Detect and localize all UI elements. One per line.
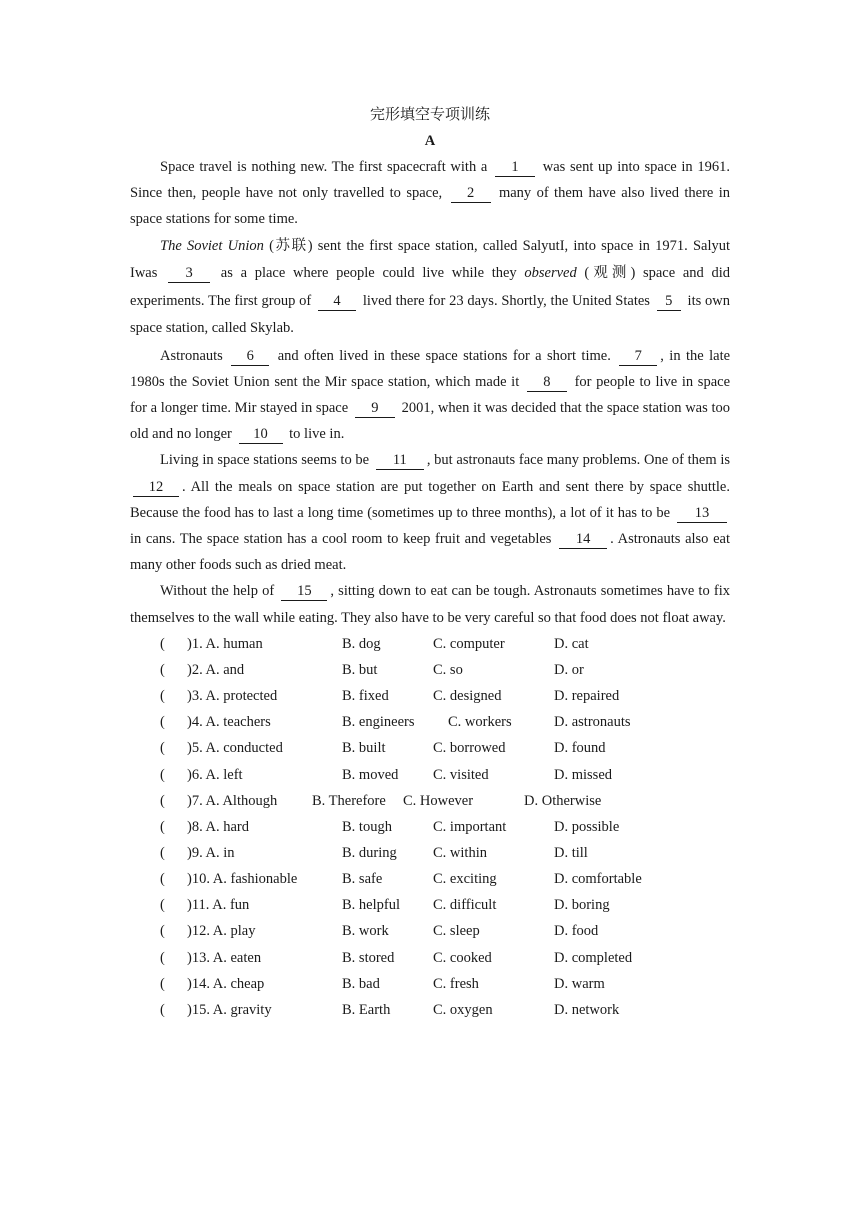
answer-paren[interactable]: ( [160, 949, 165, 966]
text: and often lived in these space stations for a short time. [277, 347, 611, 364]
blank-2: 2 [451, 184, 491, 203]
question-option-a: )1. A. human [187, 635, 263, 652]
question-option-c: C. fresh [433, 975, 479, 992]
question-option-b: B. Earth [342, 1001, 391, 1018]
answer-paren[interactable]: ( [160, 844, 165, 861]
question-option-c: C. computer [433, 635, 505, 652]
question-option-c: C. visited [433, 766, 489, 783]
question-row [130, 762, 730, 788]
question-option-c: C. within [433, 844, 487, 861]
blank-1: 1 [495, 158, 535, 177]
text: Astronauts [160, 347, 223, 364]
question-option-b: B. safe [342, 871, 383, 888]
text: was sent up into space in 1961. Since then, people have not only travelled to space, [130, 159, 731, 202]
question-option-d: D. or [554, 661, 584, 678]
question-option-d: D. till [554, 844, 588, 861]
answer-paren[interactable]: ( [160, 661, 165, 678]
question-option-d: D. comfortable [554, 871, 642, 888]
section-label: A [424, 133, 436, 149]
question-row [130, 918, 730, 944]
question-option-c: C. However [403, 792, 474, 809]
question-option-c: C. oxygen [433, 1001, 493, 1018]
question-option-d: D. completed [554, 949, 633, 966]
passage-paragraph-1 [130, 154, 730, 233]
text: lived there for 23 days. Shortly, the United States [362, 292, 650, 309]
question-option-d: D. warm [554, 975, 605, 992]
answer-paren[interactable]: ( [160, 1001, 165, 1018]
blank-3: 3 [168, 264, 210, 283]
question-option-b: B. bad [342, 975, 380, 992]
blank-6: 6 [231, 347, 269, 366]
text: . All the meals on space station are put together on Earth and sent there by space shuttle. Because the food has to last a long time (sometimes up to three months), a lot of it has to be [130, 478, 730, 521]
question-option-b: B. helpful [342, 897, 400, 914]
answer-paren[interactable]: ( [160, 897, 165, 914]
question-row [130, 709, 730, 735]
question-option-a: )4. A. teachers [187, 714, 271, 731]
question-option-b: B. during [342, 844, 397, 861]
blank-8: 8 [527, 373, 567, 392]
question-option-c: C. sleep [433, 923, 480, 940]
question-option-d: D. astronauts [554, 714, 631, 731]
question-row [130, 971, 730, 997]
blank-13: 13 [677, 504, 727, 523]
question-option-c: C. difficult [433, 897, 497, 914]
question-option-b: B. engineers [342, 714, 415, 731]
question-option-a: )14. A. cheap [187, 975, 265, 992]
text: , in the late 1980s the Soviet Union sent the Mir space station, which made it [130, 347, 731, 390]
blank-14: 14 [559, 530, 607, 549]
answer-paren[interactable]: ( [160, 792, 165, 809]
question-option-a: )12. A. play [187, 923, 256, 940]
question-option-b: B. work [342, 923, 389, 940]
question-option-a: )9. A. in [187, 844, 235, 861]
text: as a place where people could live while they [220, 265, 517, 282]
question-row [130, 892, 730, 918]
question-option-c: C. so [433, 661, 463, 678]
answer-paren[interactable]: ( [160, 714, 165, 731]
question-row [130, 657, 730, 683]
question-row [130, 631, 730, 657]
question-option-d: D. Otherwise [524, 792, 602, 809]
answer-paren[interactable]: ( [160, 871, 165, 888]
text: for people to live in space for a longer time. Mir stayed in space [130, 373, 731, 417]
blank-10: 10 [239, 425, 283, 444]
question-option-b: B. tough [342, 818, 392, 835]
question-option-c: C. cooked [433, 949, 492, 966]
question-option-b: B. built [342, 740, 386, 757]
worksheet [130, 102, 730, 1023]
answer-paren[interactable]: ( [160, 688, 165, 705]
question-option-a: )13. A. eaten [187, 949, 262, 966]
answer-paren[interactable]: ( [160, 923, 165, 940]
text: Space travel is nothing new. The first spacecraft with a [160, 159, 488, 175]
question-option-a: )3. A. protected [187, 688, 278, 705]
passage-paragraph-4 [130, 447, 730, 578]
question-option-a: )7. A. Although [187, 792, 278, 809]
question-option-a: )15. A. gravity [187, 1001, 272, 1018]
question-option-b: B. moved [342, 766, 399, 783]
question-option-a: )6. A. left [187, 766, 243, 783]
question-option-d: D. possible [554, 818, 620, 835]
text: many of them have also lived there in space stations for some time. [130, 185, 731, 228]
question-row [130, 945, 730, 971]
blank-9: 9 [355, 399, 395, 418]
text: (观测) space and did experiments. The first group of [130, 265, 731, 309]
question-option-d: D. found [554, 740, 606, 757]
answer-paren[interactable]: ( [160, 740, 165, 757]
text: , but astronauts face many problems. One of them is [426, 452, 730, 469]
question-option-d: D. food [554, 923, 599, 940]
question-option-b: B. but [342, 661, 378, 678]
question-row [130, 735, 730, 761]
question-row [130, 788, 730, 814]
question-option-a: )5. A. conducted [187, 740, 283, 757]
question-row [130, 866, 730, 892]
text: . Astronauts also eat many other foods such as dried meat. [130, 531, 730, 574]
question-row [130, 840, 730, 866]
text: , sitting down to eat can be tough. Astronauts sometimes have to fix themselves to the wall while eating. They also have to be very careful so that food does not float away. [130, 583, 730, 626]
question-option-d: D. missed [554, 766, 612, 783]
page-title: 完形填空专项训练 [369, 107, 490, 123]
passage-paragraph-2 [130, 233, 730, 343]
blank-7: 7 [619, 347, 657, 366]
text: in cans. The space station has a cool room to keep fruit and vegetables [130, 531, 552, 548]
question-option-d: D. cat [554, 635, 589, 652]
question-option-c: C. exciting [433, 871, 497, 888]
question-list [130, 631, 730, 1023]
blank-12: 12 [133, 478, 179, 497]
text: to live in. [289, 426, 345, 443]
passage-paragraph-5 [130, 578, 730, 630]
question-option-b: B. stored [342, 949, 395, 966]
question-row [130, 997, 730, 1023]
answer-paren[interactable]: ( [160, 635, 165, 652]
question-option-a: )8. A. hard [187, 818, 250, 835]
blank-11: 11 [376, 451, 424, 470]
text: its own space station, called Skylab. [130, 292, 731, 337]
question-option-d: D. network [554, 1001, 620, 1018]
answer-paren[interactable]: ( [160, 766, 165, 783]
question-option-a: )10. A. fashionable [187, 871, 298, 888]
text-italic: observed [524, 265, 577, 282]
text: (苏联) sent the first space station, called SalyutI, into space in 1971. Salyut Iwas [130, 237, 730, 282]
question-option-c: C. important [433, 818, 507, 835]
question-row [130, 814, 730, 840]
text: 2001, when it was decided that the space station was too old and no longer [130, 400, 730, 443]
question-row [130, 683, 730, 709]
question-option-b: B. fixed [342, 688, 389, 705]
text-italic: The Soviet Union [160, 237, 264, 254]
answer-paren[interactable]: ( [160, 818, 165, 835]
answer-paren[interactable]: ( [160, 975, 165, 992]
text: Living in space stations seems to be [160, 452, 370, 469]
text: Without the help of [160, 583, 275, 600]
question-option-c: C. workers [448, 714, 512, 731]
question-option-d: D. repaired [554, 688, 620, 705]
blank-15: 15 [281, 582, 327, 601]
passage-paragraph-3 [130, 343, 730, 448]
question-option-b: B. Therefore [312, 792, 386, 809]
question-option-c: C. designed [433, 688, 502, 705]
question-option-d: D. boring [554, 897, 610, 914]
blank-4: 4 [318, 292, 356, 311]
question-option-a: )11. A. fun [187, 897, 250, 914]
question-option-c: C. borrowed [433, 740, 506, 757]
question-option-b: B. dog [342, 635, 381, 652]
blank-5: 5 [657, 292, 681, 311]
question-option-a: )2. A. and [187, 661, 245, 678]
